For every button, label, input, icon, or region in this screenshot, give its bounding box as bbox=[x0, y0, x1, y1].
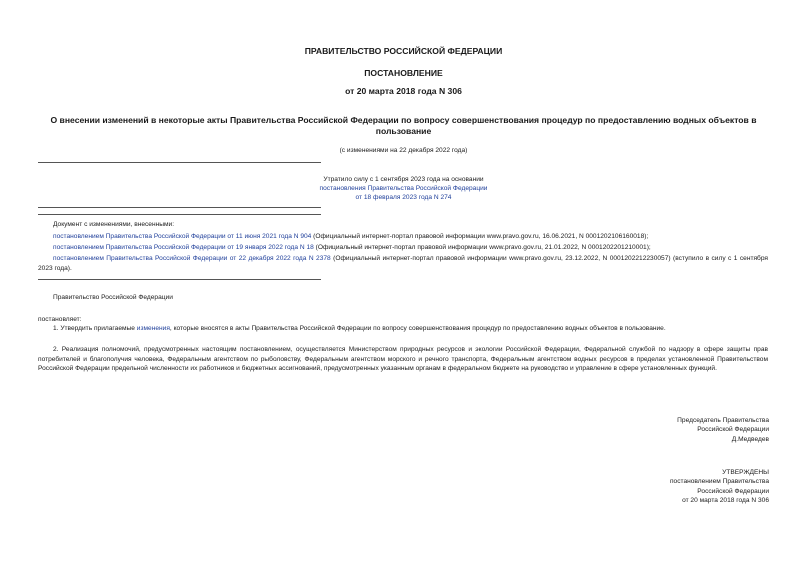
doc-date-number: от 20 марта 2018 года N 306 bbox=[345, 86, 462, 96]
signature-country: Российской Федерации bbox=[697, 426, 769, 434]
paragraph-1-end: , которые вносятся в акты Правительства Российской Федерации по вопросу совершенствования процедур по предоставлению водных объектов в пользование. bbox=[169, 325, 666, 332]
expired-decree-date-link[interactable]: от 18 февраля 2023 года N 274 bbox=[355, 194, 452, 201]
government-name: Правительство Российской Федерации bbox=[53, 294, 173, 301]
divider bbox=[38, 207, 321, 208]
list-item bbox=[38, 231, 768, 243]
decrees-word: постановляет: bbox=[38, 316, 82, 323]
list-item bbox=[38, 242, 768, 254]
government-heading: ПРАВИТЕЛЬСТВО РОССИЙСКОЙ ФЕДЕРАЦИИ bbox=[304, 46, 503, 56]
paragraph-1 bbox=[38, 324, 768, 334]
divider bbox=[38, 279, 321, 280]
changes-link[interactable]: изменения bbox=[136, 325, 170, 332]
signature-position: Председатель Правительства bbox=[677, 417, 769, 424]
changes-intro: Документ с изменениями, внесенными: bbox=[53, 221, 175, 228]
amendment-source: (Официальный интернет-портал правовой информации www.pravo.gov.ru, 23.12.2022, N 0001202212230057) (вступило в силу с 1 сентября 2023 года). bbox=[38, 254, 768, 272]
doc-type-heading: ПОСТАНОВЛЕНИЕ bbox=[364, 68, 443, 78]
approved-heading: УТВЕРЖДЕНЫ bbox=[722, 469, 769, 476]
amendment-link-18[interactable]: постановлением Правительства Российской Федерации от 19 января 2022 года N 18 bbox=[53, 244, 314, 251]
paragraph-1-start: 1. Утвердить прилагаемые bbox=[53, 325, 137, 332]
approved-date: от 20 марта 2018 года N 306 bbox=[682, 497, 769, 505]
amendment-link-904[interactable]: постановлением Правительства Российской Федерации от 11 июня 2021 года N 904 bbox=[53, 232, 312, 240]
paragraph-2: 2. Реализация полномочий, предусмотренных настоящим постановлением, осуществляется Министерством природных ресурсов и экологии Российской Федерации, Федеральной службой по надзору в сфере защиты прав потребителей и благополучия человека, Федеральным агентством по рыболовству, Федеральным агентством морского и речного транспорта, Федеральным агентством водных ресурсов в пределах установленной Правительством Российской Федерации предельной численности их работников и бюджетных ассигнований, предусмотренных указанным органам в федеральном бюджете на руководство и управление в сфере установленных функций. bbox=[38, 346, 768, 373]
amendment-link-2378[interactable]: постановлением Правительства Российской Федерации от 22 декабря 2022 года N 2378 bbox=[53, 254, 331, 262]
approved-block bbox=[670, 468, 769, 506]
doc-title: О внесении изменений в некоторые акты Правительства Российской Федерации по вопросу совершенствования процедур по предоставлению водных объектов в пользование bbox=[50, 115, 757, 136]
signature-block bbox=[677, 416, 769, 444]
list-item bbox=[38, 254, 768, 274]
amendment-source: (Официальный интернет-портал правовой информации www.pravo.gov.ru, 16.06.2021, N 0001202106160018); bbox=[311, 232, 649, 240]
divider bbox=[38, 214, 321, 215]
amended-note: (с изменениями на 22 декабря 2022 года) bbox=[339, 147, 468, 154]
expired-decree-link[interactable]: постановления Правительства Российской Федерации bbox=[319, 185, 488, 192]
expired-line: Утратило силу с 1 сентября 2023 года на основании bbox=[323, 176, 484, 183]
changes-list bbox=[38, 219, 768, 274]
signature-name: Д.Медведев bbox=[731, 435, 769, 443]
amendment-source: (Официальный интернет-портал правовой информации www.pravo.gov.ru, 21.01.2022, N 0001202201210001); bbox=[313, 244, 651, 251]
expired-notice bbox=[0, 175, 807, 202]
approved-by: постановлением Правительства bbox=[669, 478, 769, 486]
approved-country: Российской Федерации bbox=[697, 487, 769, 495]
divider bbox=[38, 162, 321, 163]
